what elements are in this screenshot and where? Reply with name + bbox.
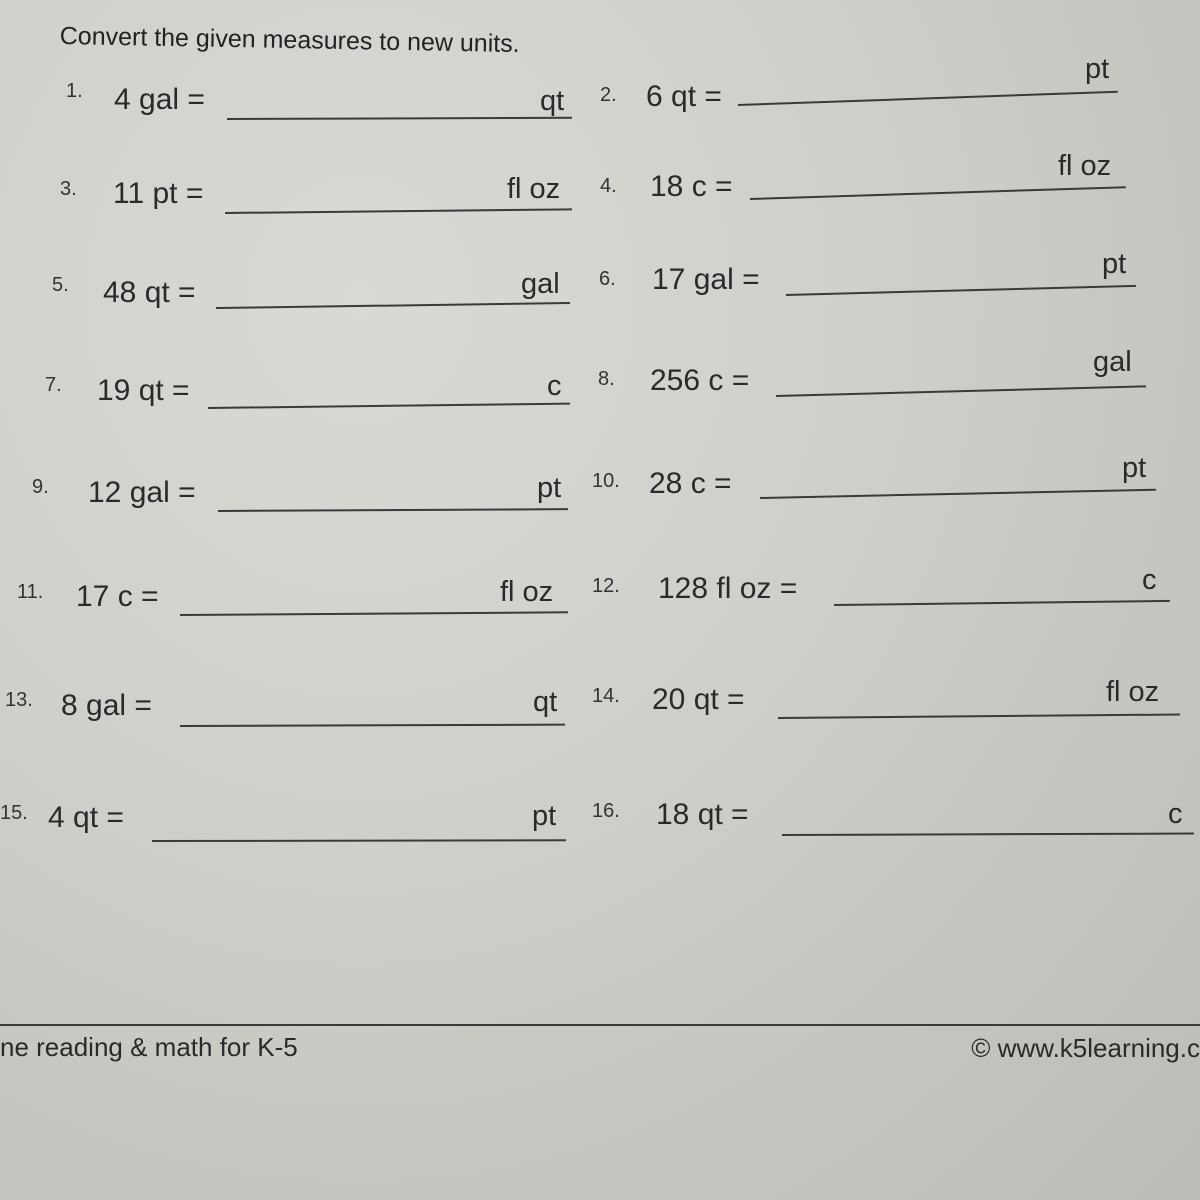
footer-rule bbox=[0, 1024, 1200, 1026]
answer-line[interactable] bbox=[218, 508, 568, 512]
problem-number: 9. bbox=[32, 476, 49, 498]
problem-expression: 4 qt = bbox=[48, 801, 124, 834]
target-unit: gal bbox=[521, 268, 560, 300]
answer-line[interactable] bbox=[834, 600, 1170, 606]
target-unit: pt bbox=[1085, 53, 1110, 85]
target-unit: pt bbox=[537, 472, 562, 504]
worksheet-title: Convert the given measures to new units. bbox=[59, 22, 520, 59]
problem-number: 13. bbox=[5, 689, 33, 711]
problem-expression: 17 gal = bbox=[652, 263, 760, 296]
target-unit: fl oz bbox=[1106, 676, 1160, 708]
problem-expression: 4 gal = bbox=[114, 83, 205, 116]
problem-number: 5. bbox=[52, 274, 69, 296]
problem-number: 14. bbox=[592, 685, 620, 707]
problem-expression: 20 qt = bbox=[652, 683, 745, 716]
answer-line[interactable] bbox=[227, 117, 572, 120]
problem-number: 8. bbox=[598, 368, 615, 390]
answer-line[interactable] bbox=[225, 208, 572, 214]
answer-line[interactable] bbox=[778, 713, 1180, 719]
answer-line[interactable] bbox=[750, 186, 1126, 200]
target-unit: pt bbox=[1102, 248, 1127, 280]
footer-copyright: © www.k5learning.c bbox=[971, 1033, 1200, 1063]
answer-line[interactable] bbox=[738, 91, 1118, 106]
target-unit: gal bbox=[1093, 346, 1132, 378]
problem-expression: 12 gal = bbox=[88, 476, 196, 509]
problem-expression: 128 fl oz = bbox=[658, 572, 798, 605]
answer-line[interactable] bbox=[152, 839, 566, 842]
target-unit: pt bbox=[1122, 452, 1147, 484]
target-unit: fl oz bbox=[507, 173, 561, 205]
target-unit: fl oz bbox=[1058, 150, 1112, 182]
problem-number: 7. bbox=[45, 374, 62, 396]
problem-number: 4. bbox=[600, 175, 617, 197]
problem-expression: 256 c = bbox=[650, 364, 750, 397]
answer-line[interactable] bbox=[180, 611, 568, 616]
answer-line[interactable] bbox=[216, 302, 570, 309]
problem-expression: 11 pt = bbox=[113, 177, 204, 210]
answer-line[interactable] bbox=[208, 403, 570, 409]
target-unit: c bbox=[547, 370, 562, 402]
problem-expression: 18 c = bbox=[650, 170, 733, 203]
problem-number: 2. bbox=[600, 84, 617, 106]
problem-expression: 18 qt = bbox=[656, 798, 749, 831]
problem-expression: 6 qt = bbox=[646, 80, 722, 113]
problem-number: 6. bbox=[599, 268, 616, 290]
answer-line[interactable] bbox=[782, 833, 1194, 836]
problem-number: 16. bbox=[592, 800, 620, 822]
problem-expression: 28 c = bbox=[649, 467, 732, 500]
target-unit: fl oz bbox=[500, 576, 554, 608]
target-unit: pt bbox=[532, 800, 557, 832]
problem-expression: 19 qt = bbox=[97, 374, 190, 407]
problem-number: 15. bbox=[0, 802, 28, 824]
problem-number: 10. bbox=[592, 470, 620, 492]
problem-number: 3. bbox=[60, 178, 77, 200]
target-unit: qt bbox=[540, 85, 565, 117]
problem-number: 12. bbox=[592, 575, 620, 597]
problem-expression: 8 gal = bbox=[61, 689, 152, 722]
footer-tagline: ne reading & math for K-5 bbox=[0, 1032, 298, 1062]
target-unit: c bbox=[1142, 564, 1157, 596]
problem-number: 1. bbox=[66, 80, 83, 102]
target-unit: qt bbox=[533, 686, 558, 718]
answer-line[interactable] bbox=[786, 285, 1136, 296]
problem-expression: 17 c = bbox=[76, 580, 159, 613]
problem-expression: 48 qt = bbox=[103, 276, 196, 309]
answer-line[interactable] bbox=[180, 724, 565, 727]
answer-line[interactable] bbox=[760, 489, 1156, 499]
answer-line[interactable] bbox=[776, 385, 1146, 397]
problem-number: 11. bbox=[17, 581, 44, 603]
target-unit: c bbox=[1168, 798, 1183, 830]
